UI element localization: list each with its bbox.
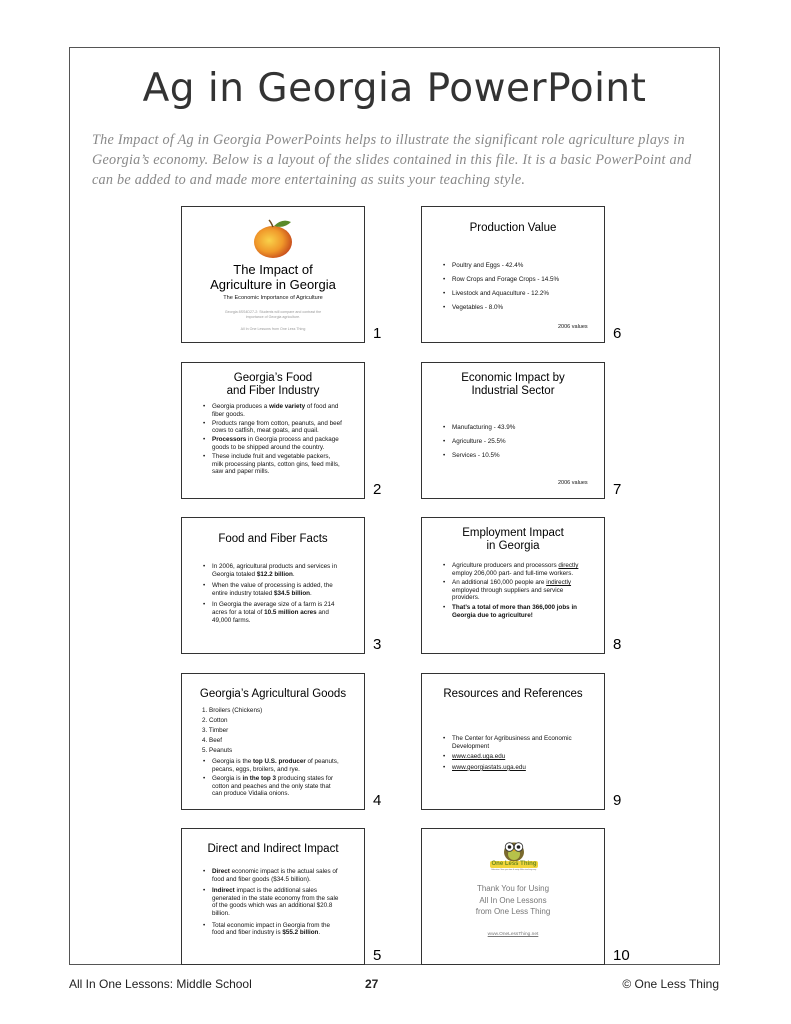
slide-4-list-item: 3. Timber <box>202 727 229 735</box>
slide-4-list-item: 4. Beef <box>202 737 222 745</box>
slide-5[interactable] <box>181 828 365 965</box>
slide-7-bullet: • Services - 10.5% <box>442 452 596 460</box>
owl-icon <box>501 838 527 862</box>
slide-1-title-line2: Agriculture in Georgia <box>210 277 336 292</box>
logo-text: One Less Thing <box>491 861 537 867</box>
slide-7-title-line2: Industrial Sector <box>471 385 555 397</box>
slide-9-link[interactable]: • www.caed.uga.edu <box>442 753 588 761</box>
slide-2-bullet: • Georgia produces a wide variety of food and fiber goods. <box>202 403 342 418</box>
slide-7[interactable] <box>421 362 605 499</box>
slide-5-bullet: • Indirect impact is the additional sales generated in the state economy from the sale of the goods which was an additional $20.8 billion. <box>202 887 342 917</box>
slide-4-list-item: 1. Broilers (Chickens) <box>202 707 263 714</box>
slide-1-standard: Georgia 8SS4D27-2: Students will compare and contrast the importance of Georgia agriculture. <box>224 310 322 319</box>
slide-number-1: 1 <box>373 325 382 342</box>
slide-8-bullet: • Agriculture producers and processors directly employ 206,000 part- and full-time workers. <box>442 562 588 577</box>
slide-2-title-line2: and Fiber Industry <box>226 385 320 397</box>
slide-6-bullet: • Poultry and Eggs - 42.4% <box>442 262 596 270</box>
slide-10-url-link[interactable]: www.OneLessThing.net <box>487 932 539 937</box>
slide-2-bullet: • Products range from cotton, peanuts, and beef cows to catfish, meat goats, and quail. <box>202 420 342 435</box>
slide-3-bullet: • In Georgia the average size of a farm is 214 acres for a total of 10.5 million acres and 49,000 farms. <box>202 601 342 624</box>
footer-left: All In One Lessons: Middle School <box>69 977 252 991</box>
slide-8-title-line1: Employment Impact <box>462 527 564 539</box>
slide-3-bullet: • When the value of processing is added, the entire industry totaled $34.5 billion. <box>202 582 342 597</box>
slide-6[interactable] <box>421 206 605 343</box>
slide-7-title-line1: Economic Impact by <box>461 372 565 384</box>
slide-5-title: Direct and Indirect Impact <box>207 843 339 855</box>
slide-2[interactable] <box>181 362 365 499</box>
slide-4[interactable] <box>181 673 365 810</box>
slide-1-credit: All In One Lessons from One Less Thing <box>240 327 306 331</box>
slide-6-title: Production Value <box>469 222 557 234</box>
slide-10-line1: Thank You for Using <box>476 884 550 893</box>
logo-tagline: Education. Save your time & sanity. Make teaching easy. <box>491 869 537 871</box>
slide-4-bullet: • Georgia is in the top 3 producing states for cotton and peaches and the only state that can produce Vidalia onions. <box>202 775 342 798</box>
slide-4-list-item: 5. Peanuts <box>202 747 233 755</box>
slide-9-bullet: • The Center for Agribusiness and Economic Development <box>442 735 588 750</box>
slide-number-3: 3 <box>373 636 382 653</box>
slide-6-bullet: • Row Crops and Forage Crops - 14.5% <box>442 276 596 284</box>
slide-7-bullet: • Agriculture - 25.5% <box>442 438 596 446</box>
intro-paragraph: The Impact of Ag in Georgia PowerPoints helps to illustrate the significant role agriculture plays in Georgia’s economy. Below is a layout of the slides contained in this file. It is a basic PowerPoint and can be added to and made more entertaining as suits your teaching style. <box>92 132 692 188</box>
slide-2-title-line1: Georgia’s Food <box>233 372 313 384</box>
slide-8-bullet: • An additional 160,000 people are indirectly employed through suppliers and service providers. <box>442 579 588 602</box>
slide-6-bullet: • Vegetables - 8.0% <box>442 304 596 312</box>
peach-icon <box>249 217 299 259</box>
slide-number-4: 4 <box>373 792 382 809</box>
slide-number-6: 6 <box>613 325 622 342</box>
slide-2-bullet: • These include fruit and vegetable packers, milk processing plants, cotton gins, feed mills, saw and paper mills. <box>202 453 342 476</box>
slide-4-bullet: • Georgia is the top U.S. producer of peanuts, pecans, eggs, broilers, and rye. <box>202 758 342 773</box>
slide-number-10: 10 <box>613 947 630 964</box>
slide-3-bullet: • In 2006, agricultural products and services in Georgia totaled $12.2 billion. <box>202 563 342 578</box>
slide-10[interactable] <box>421 828 605 965</box>
footer-page-number: 27 <box>365 977 379 991</box>
slide-2-bullet: • Processors in Georgia process and package goods to be shipped around the country. <box>202 436 342 451</box>
slide-5-bullet: • Total economic impact in Georgia from the food and fiber industry is $55.2 billion. <box>202 922 342 937</box>
slide-9-title: Resources and References <box>443 688 583 700</box>
slide-4-list-item: 2. Cotton <box>202 717 228 725</box>
slide-7-bullet: • Manufacturing - 43.9% <box>442 424 596 432</box>
slide-number-8: 8 <box>613 636 622 653</box>
slide-8-title-line2: in Georgia <box>486 540 540 552</box>
slide-9[interactable] <box>421 673 605 810</box>
slide-10-thanks <box>422 883 604 918</box>
slide-3-title: Food and Fiber Facts <box>218 533 328 545</box>
slide-10-line2: All In One Lessons <box>479 895 547 905</box>
slide-number-5: 5 <box>373 947 382 964</box>
slide-number-7: 7 <box>613 481 622 498</box>
slide-3[interactable] <box>181 517 365 654</box>
slide-10-line3: from One Less Thing <box>475 907 551 916</box>
slide-number-9: 9 <box>613 792 622 809</box>
page-title: Ag in Georgia PowerPoint <box>142 66 647 111</box>
slide-7-note: 2006 values <box>558 480 588 486</box>
slide-number-2: 2 <box>373 481 382 498</box>
slide-1-title-line1: The Impact of <box>233 262 313 277</box>
slide-4-title: Georgia’s Agricultural Goods <box>199 688 347 700</box>
slide-6-bullet: • Livestock and Aquaculture - 12.2% <box>442 290 596 298</box>
slide-1-subtitle: The Economic Importance of Agriculture <box>223 295 323 301</box>
slide-1[interactable] <box>181 206 365 343</box>
footer-right: © One Less Thing <box>622 977 719 991</box>
one-less-thing-logo <box>490 838 538 874</box>
slide-8-bullet: • That’s a total of more than 366,000 jobs in Georgia due to agriculture! <box>442 604 588 619</box>
slide-9-link[interactable]: • www.georgiastats.uga.edu <box>442 764 588 772</box>
slide-5-bullet: • Direct economic impact is the actual sales of food and fiber goods ($34.5 billion). <box>202 868 342 883</box>
slide-6-note: 2006 values <box>558 324 588 330</box>
slide-8[interactable] <box>421 517 605 654</box>
